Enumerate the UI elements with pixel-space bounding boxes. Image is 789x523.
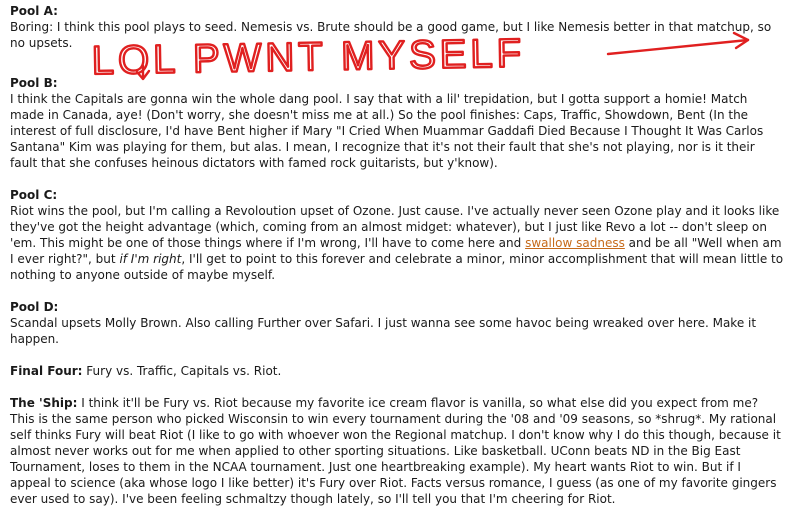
final-four-heading: Final Four: — [10, 364, 83, 378]
pool-c-text — [10, 203, 785, 283]
the-ship-section — [10, 395, 785, 507]
pool-a-section — [10, 3, 785, 51]
pool-b-section — [10, 75, 785, 171]
final-four-section — [10, 363, 785, 379]
final-four-text: Fury vs. Traffic, Capitals vs. Riot. — [82, 364, 282, 378]
swallow-sadness-link[interactable]: swallow sadness — [525, 236, 625, 250]
the-ship-paragraph — [10, 395, 785, 507]
pool-d-text: Scandal upsets Molly Brown. Also calling Further over Safari. I just wanna see some havoc being wreaked over here. Make it happen. — [10, 316, 757, 346]
annotation-text: LOL PWNT MYSELF — [91, 31, 526, 83]
pool-c-text-end: , I'll get to point to this forever and celebrate a minor, minor accomplishment that will mean little to nothing to anyone outside of maybe myself. — [10, 252, 784, 282]
the-ship-heading: The 'Ship: — [10, 396, 78, 410]
pool-c-section — [10, 187, 785, 283]
final-four-line — [10, 363, 785, 379]
pool-a-text: Boring: I think this pool plays to seed. Nemesis vs. Brute should be a good game, but I like Nemesis better in that matchup, so no upsets. — [10, 20, 772, 50]
pool-c-text-middle: and be all "Well when am I ever right?", but — [10, 236, 782, 266]
pool-b-heading: Pool B: — [10, 76, 58, 90]
pool-c-text-start: Riot wins the pool, but I'm calling a Revoloution upset of Ozone. Just cause. I've actually never seen Ozone play and it looks like they've got the height advantage (which, coming from an almost midget: whatever), but I just like Revo a lot -- don't sleep on 'em. This might be one of those things where if I'm wrong, I'll have to come here and — [10, 204, 780, 250]
pool-c-italic-text: if I'm right — [119, 252, 182, 266]
pool-d-section — [10, 299, 785, 347]
pool-d-heading: Pool D: — [10, 300, 59, 314]
the-ship-text: I think it'll be Fury vs. Riot because my favorite ice cream flavor is vanilla, so what else did you expect from me? This is the same person who picked Wisconsin to win every tournament during the '08 and '09 seasons, so *shrug*. My rational self thinks Fury will beat Riot (I like to go with whoever won the Regional matchup. I don't know why I do this though, because it almost never works out for me when applied to other sporting situations. Like basketball. UConn beats ND in the Big East Tournament, loses to them in the NCAA tournament. Just one heartbreaking example). My heart wants Riot to win. But if I appeal to science (aka whose logo I like better) it's Fury over Riot. Facts versus romance, I guess (as one of my favorite gingers ever used to say). I've been feeling schmaltzy though lately, so I'll tell you that I'm cheering for Riot. — [10, 396, 781, 506]
blog-post-body — [10, 3, 785, 523]
pool-c-heading: Pool C: — [10, 188, 58, 202]
pool-a-heading: Pool A: — [10, 4, 58, 18]
pool-b-text: I think the Capitals are gonna win the whole dang pool. I say that with a lil' trepidation, but I gotta support a homie! Match made in Canada, aye! (Don't worry, she doesn't miss me at all.) So the pool finishes: Caps, Traffic, Showdown, Bent (In the interest of full disclosure, I'd have Bent higher if Mary "I Cried When Muammar Gaddafi Died Because I Thought It Was Carlos Santana" Kim was playing for them, but alas. I mean, I recognize that it's not their fault that she's not playing, nor is it their fault that she confuses heinous dictators with famed rock guitarists, but y'know). — [10, 92, 764, 170]
